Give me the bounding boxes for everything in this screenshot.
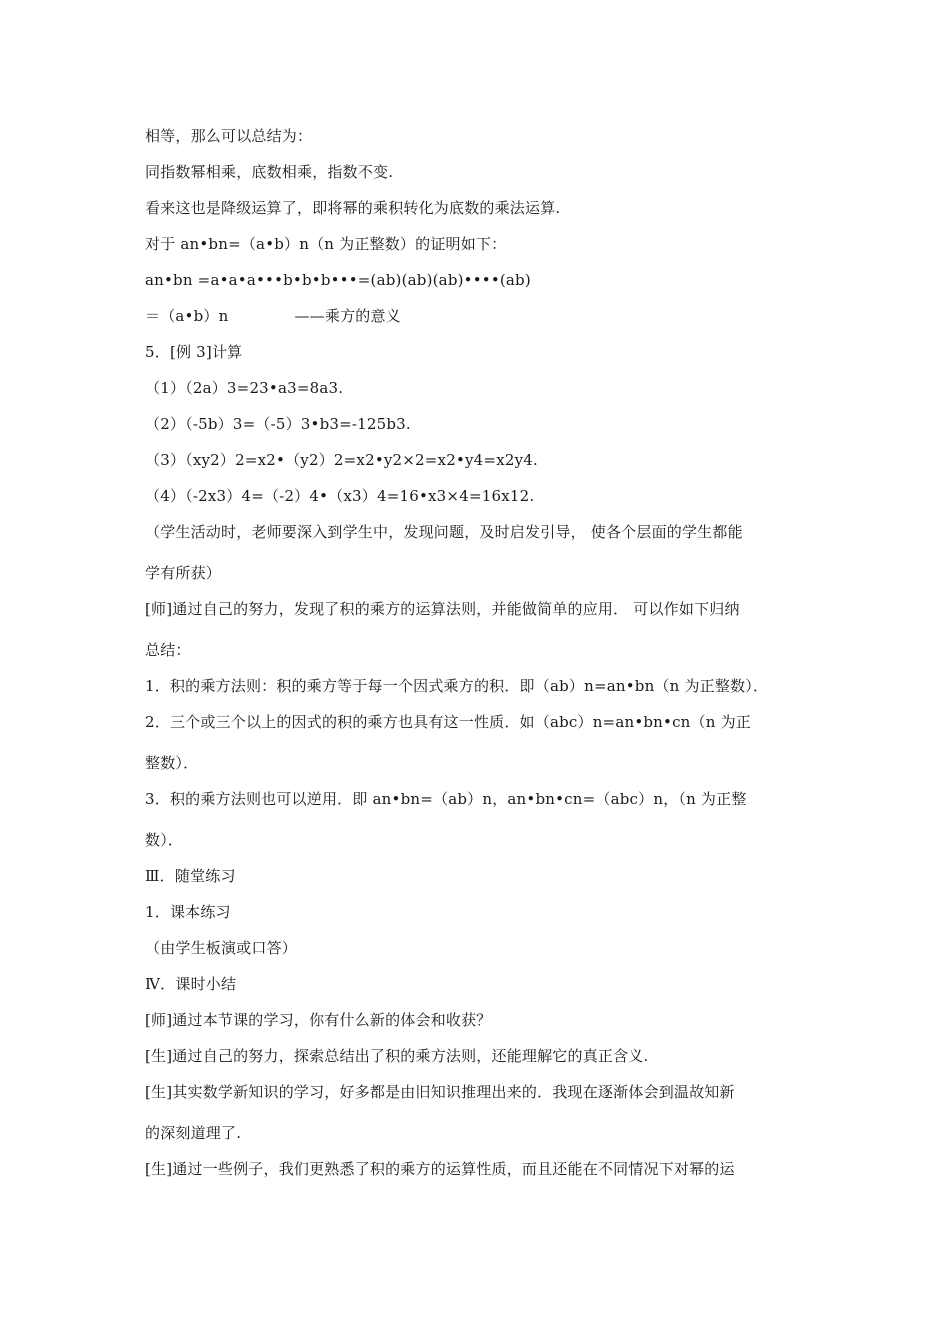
dialogue-line: [师]通过本节课的学习，你有什么新的体会和收获？ <box>145 1011 492 1029</box>
rule-item: 1．积的乘方法则：积的乘方等于每一个因式乘方的积．即（ab）n=an•bn（n 为正整数）． <box>145 677 769 695</box>
example-heading: 5．[例 3]计算 <box>145 343 243 361</box>
example-item: （4）（-2x3）4=（-2）4•（x3）4=16•x3×4=16x12. <box>145 487 535 505</box>
rule-item: 2．三个或三个以上的因式的积的乘方也具有这一性质．如（abc）n=an•bn•cn（n 为正 <box>145 713 751 731</box>
section-heading: Ⅲ．随堂练习 <box>145 867 236 885</box>
formula-line <box>145 306 815 326</box>
formula-note: ——乘方的意义 <box>294 307 401 325</box>
text-line: an•bn =a•a•a•••b•b•b•••=(ab)(ab)(ab)••••(ab) <box>145 271 531 289</box>
example-item: （2）（-5b）3=（-5）3•b3=-125b3. <box>145 415 411 433</box>
example-item: （3）（xy2）2=x2•（y2）2=x2•y2×2=x2•y4=x2y4. <box>145 451 538 469</box>
text-line: [师]通过自己的努力，发现了积的乘方的运算法则，并能做简单的应用． 可以作如下归纳 <box>145 600 740 618</box>
section-heading: Ⅳ．课时小结 <box>145 975 237 993</box>
text-line: 对于 an•bn=（a•b）n（n 为正整数）的证明如下： <box>145 235 507 253</box>
dialogue-line: [生]其实数学新知识的学习，好多都是由旧知识推理出来的．我现在逐渐体会到温故知新 <box>145 1083 735 1101</box>
text-line: 整数）． <box>145 754 199 772</box>
dialogue-line: [生]通过一些例子，我们更熟悉了积的乘方的运算性质，而且还能在不同情况下对幂的运 <box>145 1160 735 1178</box>
text-line: 看来这也是降级运算了，即将幂的乘积转化为底数的乘法运算. <box>145 199 561 217</box>
text-line: 1．课本练习 <box>145 903 231 921</box>
text-line: 总结： <box>145 641 191 659</box>
text-line: 同指数幂相乘，底数相乘，指数不变. <box>145 163 394 181</box>
text-line: 学有所获） <box>145 564 222 582</box>
dialogue-line: [生]通过自己的努力，探索总结出了积的乘方法则，还能理解它的真正含义. <box>145 1047 649 1065</box>
text-line: （学生活动时，老师要深入到学生中，发现问题，及时启发引导， 使各个层面的学生都能 <box>145 523 743 541</box>
example-item: （1）（2a）3=23•a3=8a3. <box>145 379 344 397</box>
text-line: 相等，那么可以总结为： <box>145 127 313 145</box>
rule-item: 3．积的乘方法则也可以逆用．即 an•bn=（ab）n，an•bn•cn=（abc）n，（n 为正整 <box>145 790 747 808</box>
text-line: 的深刻道理了. <box>145 1124 242 1142</box>
text-line: （由学生板演或口答） <box>145 939 298 957</box>
text-line: 数）． <box>145 831 184 849</box>
formula-expression: ＝（a•b）n <box>145 307 229 325</box>
